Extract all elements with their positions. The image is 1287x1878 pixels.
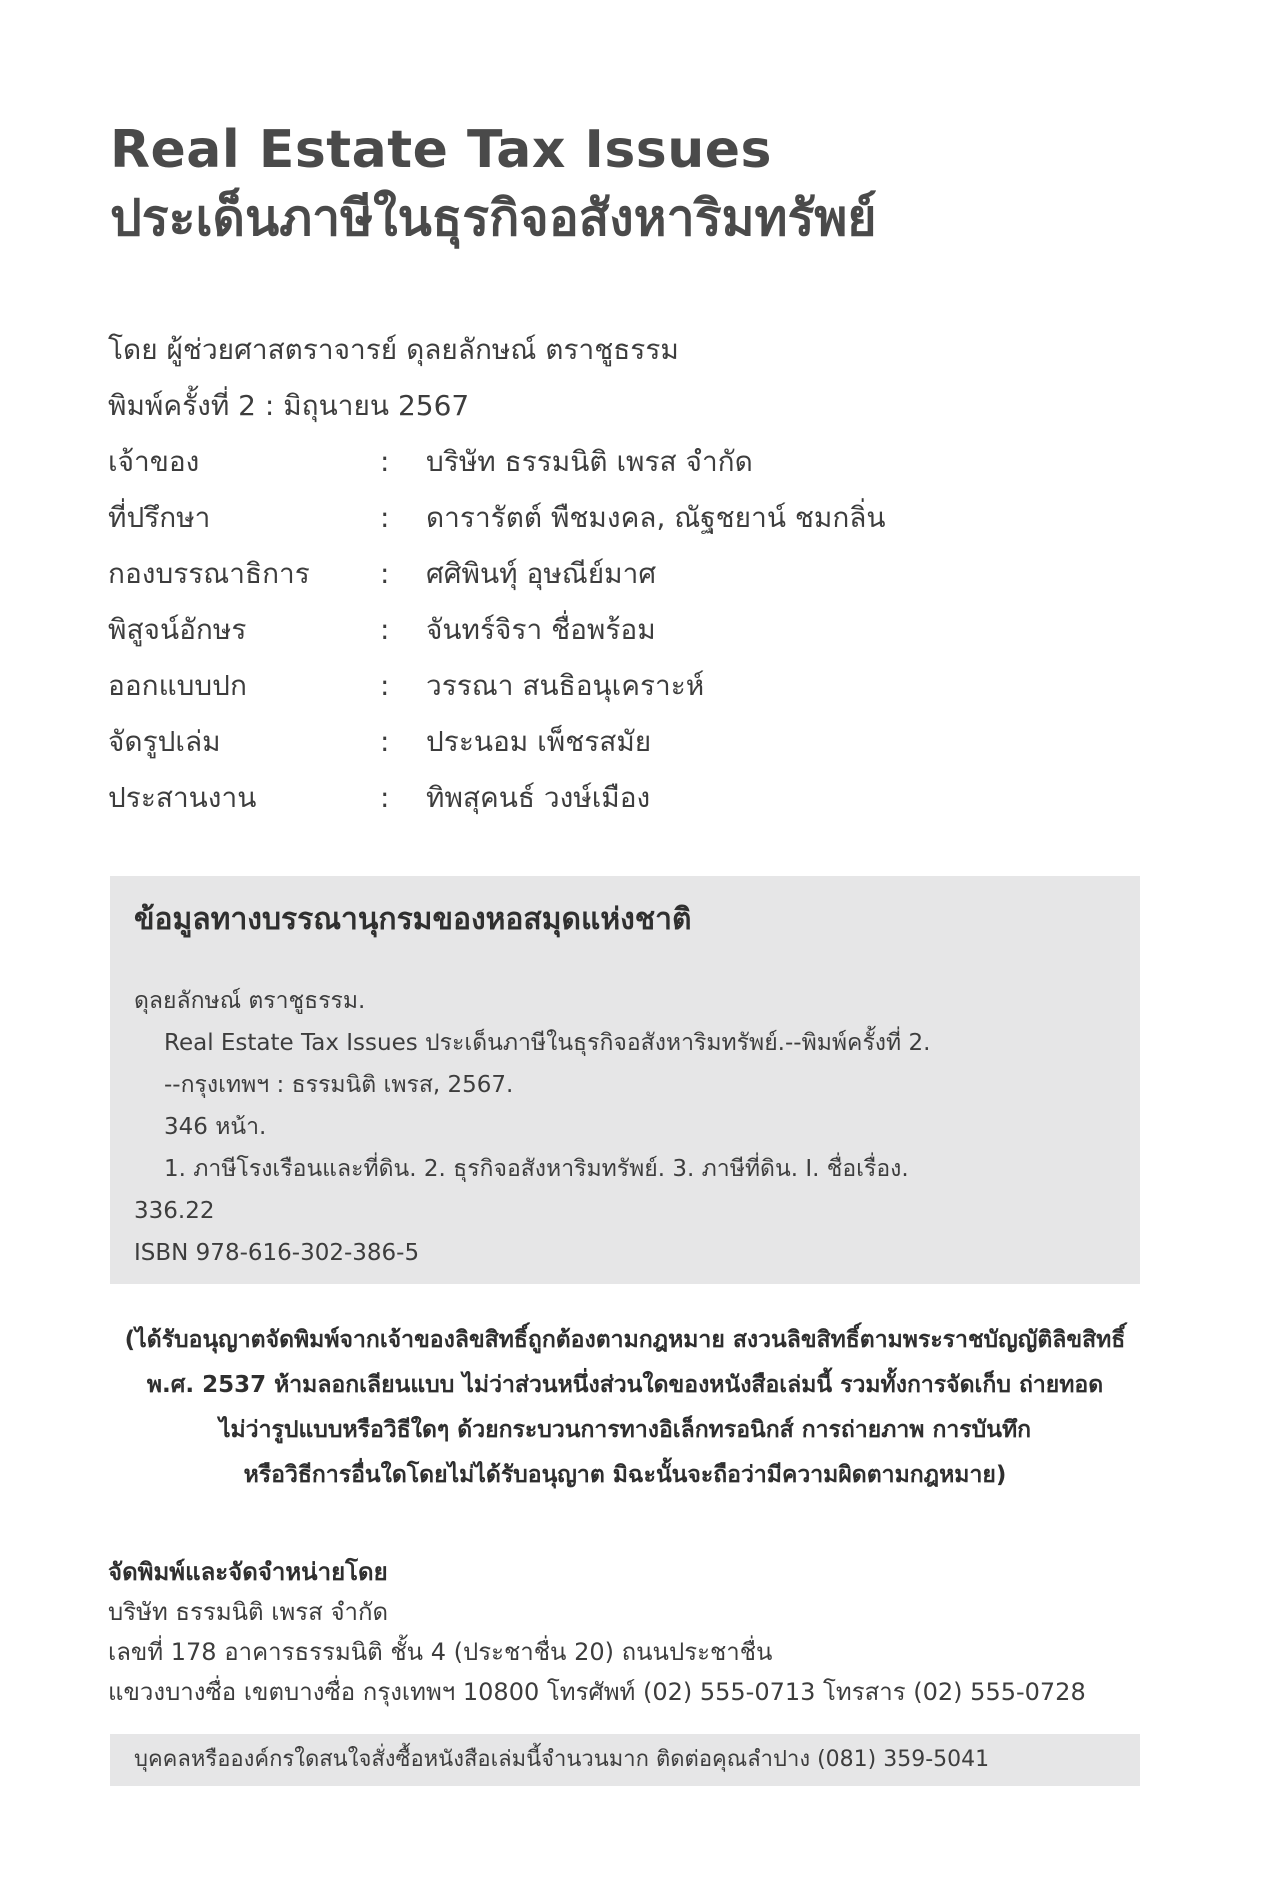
credit-role: เจ้าของ [108, 445, 200, 478]
credit-name: ประนอม เพ็ชรสมัย [426, 725, 652, 758]
credit-name: วรรณา สนธิอนุเคราะห์ [426, 669, 705, 702]
credit-colon: : [380, 557, 390, 590]
credit-row-coordinator [108, 770, 886, 826]
credit-role: กองบรรณาธิการ [108, 557, 310, 590]
cip-place-line: --กรุงเทพฯ : ธรรมนิติ เพรส, 2567. [164, 1072, 514, 1098]
cip-author: ดุลยลักษณ์ ตราชูธรรม. [134, 988, 366, 1014]
credit-row-owner [108, 434, 886, 490]
credit-row-cover-design [108, 658, 886, 714]
title-thai: ประเด็นภาษีในธุรกิจอสังหาริมทรัพย์ [110, 189, 877, 247]
bulk-order-note: บุคคลหรือองค์กรใดสนใจสั่งซื้อหนังสือเล่มนี้จำนวนมาก ติดต่อคุณลำปาง (081) 359-5041 [134, 1747, 990, 1772]
credit-role: จัดรูปเล่ม [108, 725, 221, 758]
cip-heading: ข้อมูลทางบรรณานุกรมของหอสมุดแห่งชาติ [134, 902, 692, 937]
credit-row-advisor [108, 490, 886, 546]
copyright-notice [110, 1318, 1140, 1498]
credit-name: บริษัท ธรรมนิติ เพรส จำกัด [426, 445, 753, 478]
credit-row-layout [108, 714, 886, 770]
publisher-heading: จัดพิมพ์และจัดจำหน่ายโดย [108, 1558, 388, 1586]
credit-colon: : [380, 445, 390, 478]
credit-name: ดารารัตต์ พืชมงคล, ณัฐชยาน์ ชมกลิ่น [426, 501, 886, 534]
credit-name: จันทร์จิรา ชื่อพร้อม [426, 613, 656, 646]
copyright-line: ไม่ว่ารูปแบบหรือวิธีใดๆ ด้วยกระบวนการทางอิเล็กทรอนิกส์ การถ่ายภาพ การบันทึก [218, 1417, 1032, 1443]
cip-box [110, 876, 1140, 1284]
cip-pages: 346 หน้า. [164, 1114, 267, 1140]
book-title [110, 118, 877, 254]
cip-body [134, 980, 930, 1274]
edition-line: พิมพ์ครั้งที่ 2 : มิถุนายน 2567 [108, 389, 470, 422]
credit-role: ออกแบบปก [108, 669, 247, 702]
credit-role: ประสานงาน [108, 781, 257, 814]
publisher-info [108, 1552, 1086, 1712]
author-line: โดย ผู้ช่วยศาสตราจารย์ ดุลยลักษณ์ ตราชูธรรม [108, 333, 679, 366]
credit-colon: : [380, 725, 390, 758]
credit-name: ศศิพินทุ์ อุษณีย์มาศ [426, 557, 657, 590]
credit-row-editorial [108, 546, 886, 602]
copyright-line: หรือวิธีการอื่นใดโดยไม่ได้รับอนุญาต มิฉะนั้นจะถือว่ามีความผิดตามกฎหมาย) [243, 1462, 1007, 1488]
publisher-name: บริษัท ธรรมนิติ เพรส จำกัด [108, 1598, 389, 1626]
credit-colon: : [380, 669, 390, 702]
cip-classification: 336.22 [134, 1198, 215, 1224]
credit-colon: : [380, 613, 390, 646]
credit-role: ที่ปรึกษา [108, 501, 211, 534]
credit-row-proofreader [108, 602, 886, 658]
title-english: Real Estate Tax Issues [110, 120, 772, 180]
publisher-contact: แขวงบางซื่อ เขตบางซื่อ กรุงเทพฯ 10800 โทรศัพท์ (02) 555-0713 โทรสาร (02) 555-0728 [108, 1678, 1086, 1706]
copyright-line: (ได้รับอนุญาตจัดพิมพ์จากเจ้าของลิขสิทธิ์ถูกต้องตามกฎหมาย สงวนลิขสิทธิ์ตามพระราชบัญญัติลิขสิทธิ์ [124, 1327, 1126, 1353]
cip-subjects: 1. ภาษีโรงเรือนและที่ดิน. 2. ธุรกิจอสังหาริมทรัพย์. 3. ภาษีที่ดิน. I. ชื่อเรื่อง. [164, 1156, 909, 1182]
publisher-address: เลขที่ 178 อาคารธรรมนิติ ชั้น 4 (ประชาชื่น 20) ถนนประชาชื่น [108, 1638, 773, 1666]
credit-colon: : [380, 501, 390, 534]
credit-name: ทิพสุคนธ์ วงษ์เมือง [426, 781, 651, 814]
copyright-line: พ.ศ. 2537 ห้ามลอกเลียนแบบ ไม่ว่าส่วนหนึ่งส่วนใดของหนังสือเล่มนี้ รวมทั้งการจัดเก็บ ถ่ายทอด [146, 1372, 1104, 1398]
credit-colon: : [380, 781, 390, 814]
bulk-order-box [110, 1734, 1140, 1786]
credit-role: พิสูจน์อักษร [108, 613, 247, 646]
credits-section [108, 322, 886, 826]
cip-isbn: ISBN 978-616-302-386-5 [134, 1240, 420, 1266]
cip-title-line: Real Estate Tax Issues ประเด็นภาษีในธุรกิจอสังหาริมทรัพย์.--พิมพ์ครั้งที่ 2. [164, 1030, 931, 1056]
